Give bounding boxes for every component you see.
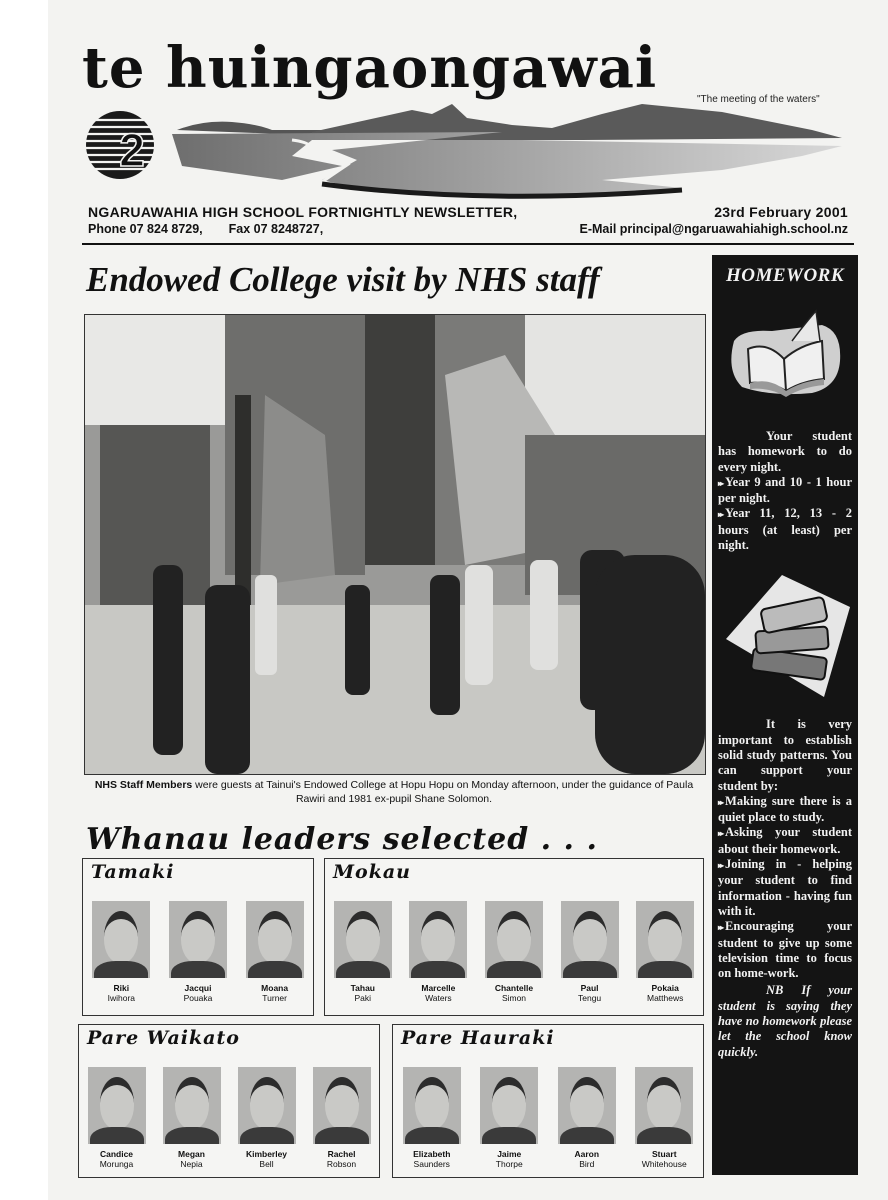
- house-mokau: [324, 858, 704, 1016]
- phone: Phone 07 824 8729,: [88, 222, 203, 236]
- person-card: [240, 901, 310, 1003]
- person-card: [479, 901, 549, 1003]
- portrait-photo: [169, 901, 227, 978]
- email-link[interactable]: E-Mail principal@ngaruawahiahigh.school.nz: [579, 222, 848, 236]
- person-first-name: Pokaia: [651, 983, 679, 993]
- whanau-heading: Whanau leaders selected . . .: [86, 822, 598, 857]
- school-line: NGARUAWAHIA HIGH SCHOOL FORTNIGHTLY NEWSLETTER,: [88, 204, 518, 220]
- person-last-name: Waters: [425, 993, 452, 1003]
- person-card: [157, 1067, 227, 1169]
- person-first-name: Kimberley: [245, 1149, 288, 1159]
- issue-date: 23rd February 2001: [714, 204, 848, 220]
- person-card: [82, 1067, 152, 1169]
- portrait-photo: [163, 1067, 221, 1144]
- caption-bold-lead: NHS Staff Members: [94, 779, 193, 791]
- photo-caption: [84, 778, 704, 806]
- portrait-photo: [635, 1067, 693, 1144]
- person-last-name: Morunga: [99, 1159, 134, 1169]
- sidebar-title: HOMEWORK: [725, 265, 845, 286]
- person-last-name: Bell: [259, 1159, 274, 1169]
- house-pare-hauraki: [392, 1024, 704, 1178]
- sidebar-bullet: ▸▸ Encouraging your student to give up some television time to focus on home-work.: [718, 919, 852, 981]
- sidebar-bullet: ▸▸ Year 9 and 10 - 1 hour per night.: [718, 475, 852, 507]
- sidebar-intro: Your student has homework to do every night.: [718, 429, 852, 474]
- person-card: [630, 901, 700, 1003]
- house-name: Pare Hauraki: [401, 1027, 555, 1049]
- header-divider: [82, 243, 854, 245]
- house-pare-waikato: [78, 1024, 380, 1178]
- sidebar-bullet: ▸▸ Year 11, 12, 13 - 2 hours (at least) per night.: [718, 506, 852, 553]
- house-tamaki: [82, 858, 314, 1016]
- person-card: [307, 1067, 377, 1169]
- person-card: [552, 1067, 622, 1169]
- person-card: [397, 1067, 467, 1169]
- portrait-photo: [409, 901, 467, 978]
- portrait-photo: [636, 901, 694, 978]
- person-card: [403, 901, 473, 1003]
- book-stack-icon: [712, 567, 858, 707]
- sidebar-bullet: ▸▸ Asking your student about their homework.: [718, 825, 852, 857]
- person-last-name: Whitehouse: [641, 1159, 687, 1169]
- article-headline: Endowed College visit by NHS staff: [86, 260, 600, 299]
- homework-sidebar: [712, 255, 858, 1175]
- person-first-name: Aaron: [574, 1149, 600, 1159]
- person-last-name: Matthews: [646, 993, 684, 1003]
- caption-text: were guests at Tainui's Endowed College at Hopu Hopu on Monday afternoon, under the guidance of Paula Rawiri and 1981 ex-pupil Shane Solomon.: [192, 779, 694, 805]
- portrait-photo: [403, 1067, 461, 1144]
- person-card: [629, 1067, 699, 1169]
- newsletter-info-line: [88, 204, 848, 220]
- portrait-photo: [334, 901, 392, 978]
- person-last-name: Nepia: [180, 1159, 203, 1169]
- sidebar-bullet: ▸▸ Joining in - helping your student to find information - having fun with it.: [718, 857, 852, 919]
- person-last-name: Bird: [579, 1159, 595, 1169]
- sidebar-paragraph: It is very important to establish solid study patterns. You can support your student by:: [718, 717, 852, 793]
- person-card: [232, 1067, 302, 1169]
- person-card: [555, 901, 625, 1003]
- portrait-photo: [238, 1067, 296, 1144]
- person-last-name: Tengu: [577, 993, 602, 1003]
- open-book-icon: [712, 301, 858, 411]
- portrait-photo: [313, 1067, 371, 1144]
- person-first-name: Elizabeth: [413, 1149, 451, 1159]
- person-card: [86, 901, 156, 1003]
- issue-number-badge: [86, 111, 157, 179]
- person-last-name: Pouaka: [183, 993, 213, 1003]
- portrait-photo: [485, 901, 543, 978]
- person-first-name: Tahau: [350, 983, 375, 993]
- person-last-name: Saunders: [413, 1159, 450, 1169]
- person-first-name: Megan: [178, 1149, 205, 1159]
- issue-number: 2: [119, 124, 145, 176]
- house-name: Tamaki: [91, 861, 175, 883]
- person-first-name: Jaime: [497, 1149, 522, 1159]
- portrait-photo: [88, 1067, 146, 1144]
- person-last-name: Turner: [262, 993, 287, 1003]
- person-first-name: Chantelle: [494, 983, 534, 993]
- person-first-name: Moana: [261, 983, 289, 993]
- person-card: [328, 901, 398, 1003]
- masthead-tagline: "The meeting of the waters": [697, 94, 820, 105]
- person-first-name: Stuart: [651, 1149, 677, 1159]
- portrait-photo: [558, 1067, 616, 1144]
- fax: Fax 07 8248727,: [228, 222, 324, 236]
- person-last-name: Thorpe: [495, 1159, 523, 1169]
- sidebar-bullet: ▸▸ Making sure there is a quiet place to study.: [718, 794, 852, 826]
- person-last-name: Robson: [326, 1159, 357, 1169]
- person-card: [474, 1067, 544, 1169]
- article-photo: [84, 314, 706, 775]
- portrait-photo: [561, 901, 619, 978]
- person-first-name: Marcelle: [421, 983, 456, 993]
- portrait-photo: [246, 901, 304, 978]
- person-first-name: Rachel: [327, 1149, 356, 1159]
- person-first-name: Paul: [580, 983, 599, 993]
- portrait-photo: [92, 901, 150, 978]
- person-last-name: Paki: [354, 993, 372, 1003]
- person-last-name: Iwihora: [107, 993, 136, 1003]
- house-name: Pare Waikato: [87, 1027, 240, 1049]
- sidebar-nb-note: NB If your student is saying they have no homework please let the school know quickly.: [718, 983, 852, 1059]
- person-card: [163, 901, 233, 1003]
- masthead-title: te huingaongawai: [82, 35, 658, 101]
- person-first-name: Riki: [113, 983, 130, 993]
- person-first-name: Jacqui: [184, 983, 212, 993]
- portrait-photo: [480, 1067, 538, 1144]
- contact-line: [88, 222, 848, 236]
- person-last-name: Simon: [501, 993, 527, 1003]
- house-name: Mokau: [333, 861, 411, 883]
- person-first-name: Candice: [99, 1149, 134, 1159]
- masthead-landscape-logo: [82, 100, 852, 200]
